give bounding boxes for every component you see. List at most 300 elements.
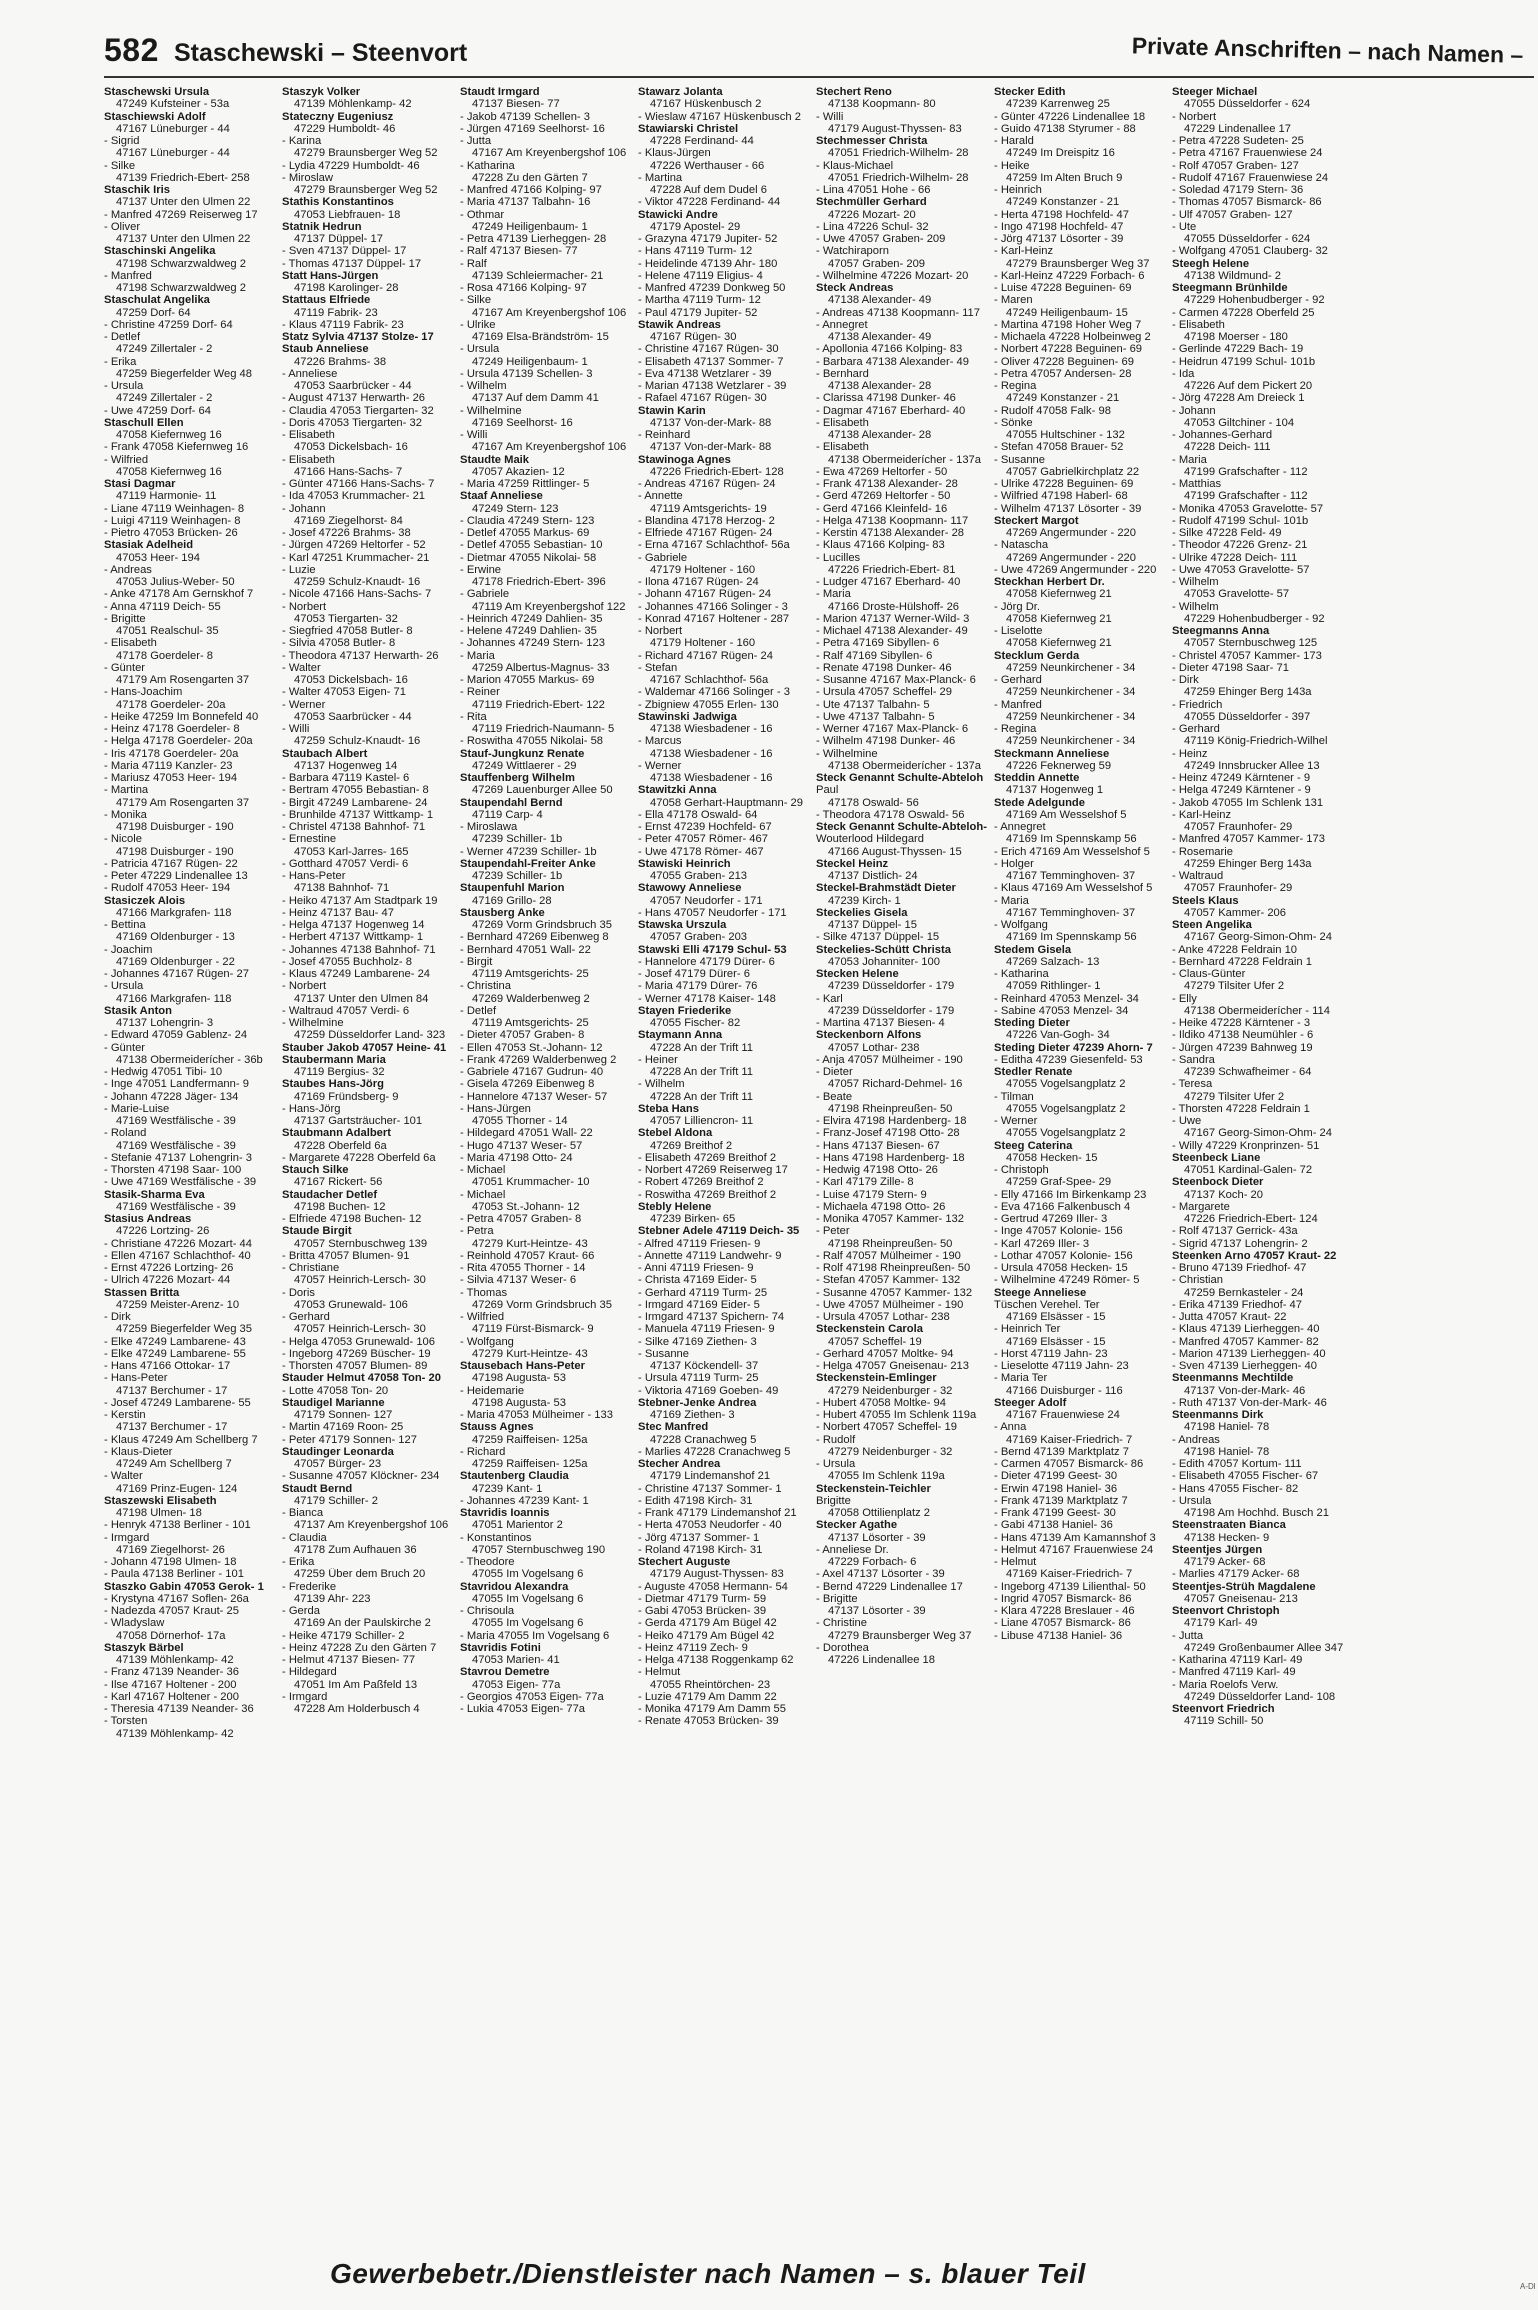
name-entry: - Inge 47051 Landfermann- 9 [104, 1078, 249, 1091]
name-entry: - Theodora 47137 Herwarth- 26 [282, 649, 439, 662]
surname-entry: Steenstraaten Bianca [1172, 1519, 1286, 1532]
name-entry: - Rudolf 47199 Schul- 101b [1172, 514, 1309, 527]
name-entry: - Martina [638, 171, 683, 184]
address-line: 47166 Droste-Hülshoff- 26 [828, 600, 960, 613]
address-line: 47051 Kardinal-Galen- 72 [1184, 1164, 1313, 1176]
name-entry: - Frank 47179 Lindemanshof 21 [638, 1507, 797, 1519]
name-entry: - Rudolf [816, 1433, 856, 1446]
surname-entry: Stawiarski Christel [638, 122, 739, 135]
name-entry: - Michaela 47198 Otto- 26 [816, 1200, 946, 1213]
address-line: 47055 Im Schlenk 119a [828, 1470, 945, 1483]
address-line: 47169 Prinz-Eugen- 124 [116, 1482, 238, 1495]
name-entry: - Bernd 47139 Marktplatz 7 [994, 1445, 1129, 1458]
address-line: 47138 Alexander- 49 [828, 331, 932, 343]
name-entry: - Dieter [816, 1066, 853, 1078]
name-entry: - Hans-Peter [104, 1372, 168, 1385]
address-line: 47279 Braunsberger Weg 37 [828, 1629, 972, 1642]
address-line: 47198 Ulmen- 18 [116, 1507, 202, 1519]
address-line: 47166 Markgrafen- 118 [116, 992, 232, 1005]
name-entry: - Josef 47055 Buchholz- 8 [282, 955, 412, 968]
name-entry: - Clarissa 47198 Dunker- 46 [816, 392, 956, 405]
name-entry: - Jutta [1172, 1629, 1204, 1642]
surname-entry: Stede Adelgunde [994, 796, 1085, 809]
name-entry: - Norbert [638, 625, 683, 637]
listing-column [638, 86, 812, 2221]
address-line: 47169 Fründsberg- 9 [294, 1090, 399, 1103]
name-entry: - Mariusz 47053 Heer- 194 [104, 772, 238, 784]
name-entry: - Karl-Heinz 47229 Forbach- 6 [994, 269, 1145, 282]
surname-entry: Staubes Hans-Jörg [282, 1078, 384, 1091]
surname-entry: Stawik Andreas [638, 318, 721, 331]
address-line: 47249 Zillertaler - 2 [116, 343, 213, 356]
name-entry: - Detlef 47055 Markus- 69 [460, 527, 590, 539]
address-line: 47228 Deich- 111 [1184, 441, 1271, 454]
name-entry: - Roswitha 47269 Breithof 2 [638, 1188, 777, 1201]
surname-entry: Staszyk Volker [282, 86, 361, 98]
name-entry: - Kerstin 47138 Alexander- 28 [816, 527, 965, 539]
name-entry: - Jakob 47139 Schellen- 3 [460, 110, 590, 123]
address-line: 47226 Feknerweg 59 [1006, 759, 1112, 772]
name-entry: - Johann 47167 Rügen- 24 [638, 588, 772, 601]
surname-entry: Steenbeck Liane [1172, 1151, 1261, 1164]
address-line: 47226 Werthauser - 66 [650, 159, 765, 172]
name-entry: - Manfred 47057 Kammer- 173 [1172, 833, 1325, 846]
surname-entry: Stawitzki Anna [638, 784, 717, 797]
surname-entry: Stavrou Demetre [460, 1666, 550, 1679]
name-entry: - Uwe 47053 Gravelotte- 57 [1172, 563, 1310, 576]
address-line: 47229 Hohenbudberger - 92 [1184, 294, 1325, 307]
name-entry: - Brigitte [816, 1592, 858, 1605]
address-line: 47169 Westfälische - 39 [116, 1115, 236, 1127]
address-line: 47138 Wildmund- 2 [1184, 269, 1282, 282]
name-entry: - Dieter 47198 Saar- 71 [1172, 661, 1289, 674]
name-entry: - Hans 47198 Hardenberg- 18 [816, 1151, 965, 1164]
surname-entry: Stautenberg Claudia [460, 1470, 569, 1483]
name-entry: - Regina [994, 723, 1037, 735]
name-entry: - Ulrike [460, 318, 496, 331]
surname-entry: Steckenstein Carola [816, 1323, 923, 1336]
name-entry: - Herta 47198 Hochfeld- 47 [994, 208, 1129, 221]
name-entry: - Monika 47179 Am Damm 55 [638, 1703, 786, 1715]
address-line: 47239 Schiller- 1b [472, 833, 563, 846]
address-line: 47198 Duisburger - 190 [116, 821, 234, 833]
name-entry: - Theodora 47178 Oswald- 56 [816, 808, 965, 821]
name-entry: - Bernhard [816, 367, 869, 380]
name-entry: - Christine 47167 Rügen- 30 [638, 343, 779, 356]
name-entry: - Ingrid 47057 Bismarck- 86 [994, 1592, 1132, 1605]
address-line: 47119 Fürst-Bismarck- 9 [472, 1323, 594, 1336]
address-line: 47169 Ziegelhorst- 84 [294, 514, 403, 527]
address-line: 47226 Brahms- 38 [294, 355, 387, 368]
name-entry: - Günter 47166 Hans-Sachs- 7 [282, 478, 435, 490]
address-line: 47137 Hogenweg 14 [294, 759, 398, 772]
name-entry: - Ulf 47057 Graben- 127 [1172, 208, 1293, 221]
name-entry: - Werner 47178 Kaiser- 148 [638, 992, 776, 1005]
surname-entry: Staudt Bernd [282, 1482, 353, 1495]
surname-entry: Stebly Helene [638, 1200, 712, 1213]
address-line: 47249 Heiligenbaum- 1 [472, 220, 588, 233]
name-entry: - Helmut [638, 1666, 681, 1679]
address-line: 47057 Akazien- 12 [472, 465, 565, 478]
name-entry: - Christa 47169 Eider- 5 [638, 1274, 757, 1287]
address-line: 47198 Rheinpreußen- 50 [828, 1102, 953, 1115]
name-entry: - Katharina [460, 159, 515, 172]
name-entry: - Karl 47251 Krummacher- 21 [282, 551, 430, 564]
surname-entry: Stauch Silke [282, 1164, 349, 1176]
name-entry: - Rudolf 47167 Frauenwiese 24 [1172, 171, 1329, 184]
name-entry: - Silke 47169 Ziethen- 3 [638, 1335, 757, 1348]
name-entry: - Helga 47249 Kärntener - 9 [1172, 784, 1311, 797]
surname-entry: Stattaus Elfriede [282, 294, 371, 307]
address-line: 47259 Schulz-Knaudt- 16 [294, 576, 421, 588]
name-entry: - Wilhelm [1172, 576, 1219, 588]
name-entry: - Christina [460, 980, 511, 993]
surname-entry: Steck Genannt Schulte-Abteloh [816, 772, 984, 784]
address-line: 47229 Forbach- 6 [828, 1556, 917, 1568]
address-line: 47179 Apostel- 29 [650, 220, 741, 233]
surname-entry: Stechmesser Christa [816, 135, 928, 147]
surname-entry: Steenken Arno 47057 Kraut- 22 [1172, 1249, 1337, 1262]
address-line: 47137 Unter den Ulmen 84 [294, 992, 429, 1005]
address-line: 47055 Im Vogelsang 6 [472, 1617, 584, 1630]
surname-entry: Steegmanns Anna [1172, 625, 1270, 637]
surname-entry: Steck Genannt Schulte-Abteloh- [816, 821, 987, 833]
name-entry: - Bettina [104, 919, 146, 931]
address-line: 47119 Amtsgerichts- 25 [472, 968, 589, 980]
name-entry: - Helmut 47137 Biesen- 77 [282, 1654, 416, 1666]
name-entry: - Erna 47167 Schlachthof- 56a [638, 539, 790, 552]
name-entry: - Martin 47169 Roon- 25 [282, 1421, 404, 1434]
name-entry: - Holger [994, 857, 1034, 870]
name-entry: - Josef 47249 Lambarene- 55 [104, 1396, 251, 1409]
name-entry: - Anna [994, 1421, 1027, 1434]
name-entry: - Apollonia 47166 Kolping- 83 [816, 343, 963, 356]
surname-entry: Stawska Urszula [638, 919, 727, 931]
name-entry: - Stefan 47058 Brauer- 52 [994, 441, 1124, 454]
address-line: 47139 Friedrich-Ebert- 258 [116, 171, 250, 184]
name-entry: - Nicole 47166 Hans-Sachs- 7 [282, 588, 432, 601]
surname-entry: Stawicki Andre [638, 208, 718, 221]
name-entry: - Manfred 47239 Donkweg 50 [638, 282, 786, 294]
name-entry: - Marian 47138 Wetzlarer - 39 [638, 380, 787, 392]
name-entry: - Dagmar 47167 Eberhard- 40 [816, 404, 966, 417]
address-line: 47053 Grunewald- 106 [294, 1298, 408, 1311]
name-entry: Brigitte [816, 1494, 851, 1507]
address-line: 47137 Düppel- 15 [828, 919, 917, 931]
surname-entry: Staudigel Marianne [282, 1396, 385, 1409]
address-line: 47259 Neunkirchener - 34 [1006, 735, 1136, 748]
name-entry: - Erich 47169 Am Wesselshof 5 [994, 845, 1150, 858]
address-line: 47179 Am Rosengarten 37 [116, 796, 250, 809]
name-entry: - Susanne [638, 1347, 689, 1360]
name-entry: - Maria 47137 Talbahn- 16 [460, 196, 591, 209]
surname-entry: Steckenstein-Emlinger [816, 1372, 937, 1385]
address-line: 47051 Friedrich-Wilhelm- 28 [828, 147, 969, 160]
address-line: 47058 Hecken- 15 [1006, 1151, 1098, 1164]
name-entry: - Frank 47138 Alexander- 28 [816, 478, 958, 490]
name-entry: - Renate 47053 Brücken- 39 [638, 1715, 779, 1728]
address-line: 47053 Heer- 194 [116, 551, 200, 564]
name-entry: - Christel 47057 Kammer- 173 [1172, 649, 1322, 662]
name-entry: - Heike 47259 Im Bonnefeld 40 [104, 710, 259, 723]
name-entry: - Claudia 47053 Tiergarten- 32 [282, 404, 434, 417]
name-entry: - Wladyslaw [104, 1617, 165, 1630]
name-entry: - Margarete [1172, 1200, 1230, 1213]
address-line: 47179 August-Thyssen- 83 [828, 122, 962, 135]
address-line: 47138 Alexander- 28 [828, 429, 932, 441]
address-line: 47167 Schlachthof- 56a [650, 674, 769, 686]
name-entry: - Theodor 47226 Grenz- 21 [1172, 539, 1308, 552]
name-entry: - Detlef [104, 331, 141, 343]
address-line: 47051 Realschul- 35 [116, 625, 219, 637]
surname-entry: Staupendahl-Freiter Anke [460, 857, 596, 870]
name-entry: - Norbert [282, 600, 327, 613]
address-line: 47058 Gerhart-Hauptmann- 29 [650, 796, 803, 809]
surname-entry: Stecher Andrea [638, 1458, 721, 1470]
surname-entry: Stebner Adele 47119 Deich- 35 [638, 1225, 800, 1238]
address-line: 47279 Neidenburger - 32 [828, 1384, 953, 1397]
name-entry: - Ellen 47053 St.-Johann- 12 [460, 1041, 603, 1054]
name-entry: - Michael 47138 Alexander- 49 [816, 625, 968, 637]
surname-entry: Stechert Auguste [638, 1556, 731, 1568]
address-line: 47259 Biegerfelder Weg 35 [116, 1323, 253, 1336]
name-entry: - Waldemar 47166 Solinger - 3 [638, 686, 790, 699]
footer-note: Gewerbebetr./Dienstleister nach Namen – s. blauer Teil [330, 2258, 1086, 2289]
address-line: 47259 Raiffeisen- 125a [472, 1458, 588, 1470]
name-entry: - Ursula [816, 1458, 856, 1470]
name-entry: - Christiane 47226 Mozart- 44 [104, 1237, 252, 1250]
name-entry: - Edith 47057 Kortum- 111 [1172, 1458, 1302, 1470]
name-entry: - Ursula 47058 Hecken- 15 [994, 1262, 1128, 1274]
name-entry: - Dietmar 47179 Turm- 59 [638, 1592, 767, 1605]
address-line: 47055 Thorner - 14 [472, 1115, 568, 1127]
address-line: 47169 Ziegelhorst- 26 [116, 1543, 225, 1556]
address-line: 47057 Gabrielkirchplatz 22 [1006, 465, 1140, 478]
name-entry: - Rita [460, 710, 487, 723]
address-line: 47279 Neidenburger - 32 [828, 1445, 953, 1458]
name-entry: - Britta 47057 Blumen- 91 [282, 1249, 410, 1262]
address-line: 47137 Berchumer - 17 [116, 1421, 228, 1434]
name-entry: - Ellen 47167 Schlachthof- 40 [104, 1249, 251, 1262]
name-entry: - Elisabeth [104, 637, 157, 650]
address-line: 47178 Oswald- 56 [828, 796, 919, 809]
address-line: 47138 Wiesbadener - 16 [650, 747, 773, 760]
name-entry: - Werner [994, 1115, 1038, 1127]
address-line: 47169 Elsa-Brändström- 15 [472, 331, 609, 343]
surname-entry: Stecklum Gerda [994, 649, 1080, 662]
name-entry: - Annegret [816, 318, 868, 331]
name-entry: - August 47137 Herwarth- 26 [282, 392, 426, 405]
name-entry: - Matthias [1172, 478, 1222, 490]
address-line: 47259 Dorf- 64 [116, 306, 191, 319]
name-entry: - Elly 47166 Im Birkenkamp 23 [994, 1188, 1147, 1201]
name-entry: - Liane 47119 Weinhagen- 8 [104, 502, 245, 515]
address-line: 47138 Alexander- 28 [828, 380, 932, 392]
name-entry: - Dirk [104, 1311, 131, 1323]
name-entry: - Viktor 47228 Ferdinand- 44 [638, 196, 781, 209]
name-entry: - Theodore [460, 1556, 515, 1568]
address-line: 47198 Haniel- 78 [1184, 1445, 1270, 1458]
name-entry: - Johann [282, 502, 326, 515]
surname-entry: Stasiczek Alois [104, 894, 186, 907]
surname-entry: Staudacher Detlef [282, 1188, 378, 1201]
name-entry: - Johann [1172, 404, 1216, 417]
surname-entry: Stawarz Jolanta [638, 86, 723, 98]
address-line: 47279 Braunsberger Weg 52 [294, 184, 438, 196]
name-entry: - Marlies 47179 Acker- 68 [1172, 1568, 1300, 1581]
name-entry: - Franz-Josef 47198 Otto- 28 [816, 1127, 960, 1140]
address-line: 47167 Hüskenbusch 2 [650, 98, 762, 111]
name-entry: - Klara 47228 Breslauer - 46 [994, 1605, 1135, 1617]
address-line: 47053 Julius-Weber- 50 [116, 576, 235, 588]
name-entry: - Reinhard 47053 Menzel- 34 [994, 992, 1139, 1005]
address-line: 47058 Dörnerhof- 17a [116, 1629, 226, 1642]
address-line: 47269 Angermunder - 220 [1006, 551, 1136, 564]
name-entry: - Ernst 47239 Hochfeld- 67 [638, 821, 772, 833]
address-line: 47055 Hultschiner - 132 [1006, 429, 1125, 441]
surname-entry: Stausebach Hans-Peter [460, 1360, 585, 1372]
surname-entry: Steckelies-Schütt Christa [816, 943, 951, 956]
name-entry: - Thomas 47057 Bismarck- 86 [1172, 196, 1322, 209]
name-entry: - Waltraud [1172, 870, 1224, 882]
address-line: 47249 Innsbrucker Allee 13 [1184, 759, 1320, 772]
surname-entry: Staaf Anneliese [460, 490, 543, 503]
name-entry: - Elisabeth 47055 Fischer- 67 [1172, 1470, 1319, 1483]
surname-entry: Stedem Gisela [994, 943, 1072, 956]
name-entry: - Ida [1172, 367, 1195, 380]
address-line: 47137 Von-der-Mark- 88 [650, 441, 772, 454]
address-line: 47166 Hans-Sachs- 7 [294, 465, 403, 478]
address-line: 47119 Carp- 4 [472, 808, 543, 821]
address-line: 47179 Holtener - 160 [650, 563, 756, 576]
address-line: 47167 Lüneburger - 44 [116, 122, 230, 135]
name-entry: - Wilhelmine [460, 404, 522, 417]
address-line: 47058 Kiefernweg 16 [116, 465, 222, 478]
name-entry: - Monika 47053 Gravelotte- 57 [1172, 502, 1324, 515]
page-header [104, 30, 1524, 70]
surname-entry: Stasik Anton [104, 1004, 172, 1017]
name-entry: - Ursula [460, 343, 500, 356]
address-line: 47228 Ferdinand- 44 [650, 135, 754, 147]
address-line: 47279 Tilsiter Ufer 2 [1184, 980, 1285, 993]
name-entry: - Helene 47119 Eligius- 4 [638, 269, 763, 282]
name-entry: - Petra [460, 1225, 494, 1238]
address-line: 47051 Friedrich-Wilhelm- 28 [828, 171, 969, 184]
name-entry: - Editha 47239 Giesenfeld- 53 [994, 1053, 1143, 1066]
address-line: 47053 Giltchiner - 104 [1184, 416, 1295, 429]
address-line: 47226 Mozart- 20 [828, 208, 916, 221]
surname-entry: Staschinski Angelika [104, 245, 216, 258]
address-line: 47053 Marien- 41 [472, 1654, 560, 1666]
address-line: 47169 Kaiser-Friedrich- 7 [1006, 1433, 1133, 1446]
name-entry: - Libuse 47138 Haniel- 36 [994, 1629, 1123, 1642]
name-entry: - Gisela 47269 Eibenweg 8 [460, 1078, 595, 1091]
name-entry: - Susanne 47057 Kammer- 132 [816, 1286, 973, 1299]
name-entry: - Thomas 47137 Düppel- 17 [282, 257, 422, 270]
name-entry: - Frank 47199 Geest- 30 [994, 1507, 1116, 1519]
listing-column [104, 86, 278, 2221]
name-entry: - Johannes 47239 Kant- 1 [460, 1494, 589, 1507]
address-line: 47259 Graf-Spee- 29 [1006, 1176, 1112, 1189]
name-entry: - Iris 47178 Goerdeler- 20a [104, 747, 239, 760]
address-line: 47229 Lindenallee 17 [1184, 122, 1292, 135]
name-entry: - Peter 47179 Sonnen- 127 [282, 1433, 417, 1446]
name-entry: - Werner [282, 698, 326, 711]
address-line: 47239 Karrenweg 25 [1006, 98, 1110, 111]
name-entry: - Thorsten 47228 Feldrain 1 [1172, 1102, 1310, 1115]
name-entry: - Paul 47179 Jupiter- 52 [638, 306, 758, 319]
name-entry: - Roswitha 47055 Nikolai- 58 [460, 735, 604, 748]
name-entry: - Uwe 47269 Angermunder - 220 [994, 563, 1157, 576]
surname-entry: Stechert Reno [816, 86, 892, 98]
name-entry: - Uwe 47137 Talbahn- 5 [816, 710, 935, 723]
name-entry: - Krystyna 47167 Soflen- 26a [104, 1592, 249, 1605]
name-entry: - Gabriele [460, 588, 510, 601]
name-entry: - Luise 47179 Stern- 9 [816, 1188, 927, 1201]
address-line: 47057 Heinrich-Lersch- 30 [294, 1274, 426, 1287]
name-entry: - Gabriele 47167 Gudrun- 40 [460, 1066, 604, 1078]
name-entry: - Maria 47055 Im Vogelsang 6 [460, 1629, 610, 1642]
address-line: 47179 Karl- 49 [1184, 1617, 1258, 1630]
name-entry: - Hildegard 47051 Wall- 22 [460, 1127, 593, 1140]
name-entry: - Susanne [994, 453, 1045, 466]
name-entry: - Horst 47119 Jahn- 23 [994, 1347, 1108, 1360]
name-entry: - Jutta 47057 Kraut- 22 [1172, 1311, 1287, 1323]
name-entry: - Klaus-Michael [816, 159, 894, 172]
name-entry: - Bruno 47139 Friedhof- 47 [1172, 1262, 1307, 1274]
name-entry: - Frank 47058 Kiefernweg 16 [104, 441, 249, 454]
name-entry: - Christian [1172, 1274, 1223, 1287]
name-entry: - Heinz 47228 Zu den Gärten 7 [282, 1641, 437, 1654]
address-line: 47053 Gravelotte- 57 [1184, 588, 1290, 601]
name-entry: - Helmut 47167 Frauenwiese 24 [994, 1543, 1154, 1556]
name-entry: - Frederike [282, 1580, 337, 1593]
name-entry: - Werner [638, 759, 682, 772]
name-entry: - Gerda 47179 Am Bügel 42 [638, 1617, 777, 1630]
name-entry: - Karl 47167 Holtener - 200 [104, 1690, 239, 1703]
surname-entry: Statt Hans-Jürgen [282, 269, 379, 282]
corner-code: A-Dl [1520, 2282, 1536, 2291]
address-line: 47053 Liebfrauen- 18 [294, 208, 401, 221]
name-entry: - Annette [638, 490, 683, 503]
name-entry: - Othmar [460, 208, 505, 221]
name-entry: - Silke 47228 Feld- 49 [1172, 527, 1282, 539]
name-entry: - Uwe 47169 Westfälische - 39 [104, 1176, 257, 1189]
name-entry: - Heinrich Ter [994, 1323, 1061, 1336]
address-line: 47137 Unter den Ulmen 22 [116, 196, 251, 209]
name-entry: - Uwe 47057 Graben- 209 [816, 233, 946, 245]
name-entry: - Reinhard [638, 429, 691, 441]
name-entry: - Johannes 47249 Stern- 123 [460, 637, 605, 650]
name-entry: - Ilse 47167 Holtener - 200 [104, 1678, 237, 1691]
name-entry: - Michaela 47228 Holbeinweg 2 [994, 331, 1151, 343]
name-entry: - Silvia 47058 Butler- 8 [282, 637, 396, 650]
name-entry: - Thorsten 47057 Blumen- 89 [282, 1360, 428, 1372]
surname-entry: Stawowy Anneliese [638, 882, 742, 895]
address-line: 47259 Bernkasteler - 24 [1184, 1286, 1304, 1299]
address-line: 47259 Ehinger Berg 143a [1184, 686, 1312, 699]
address-line: 47057 Lothar- 238 [828, 1041, 920, 1054]
address-line: 47137 Koch- 20 [1184, 1188, 1263, 1201]
name-entry: - Ingo 47198 Hochfeld- 47 [994, 220, 1124, 233]
name-entry: - Gabriele [638, 551, 688, 564]
name-entry: - Klaus 47169 Am Wesselshof 5 [994, 882, 1153, 895]
name-entry: - Günter 47226 Lindenallee 18 [994, 110, 1146, 123]
name-entry: - Christoph [994, 1164, 1049, 1176]
address-line: 47137 Lösorter - 39 [828, 1531, 926, 1544]
address-line: 47226 Van-Gogh- 34 [1006, 1029, 1110, 1042]
surname-entry: Staubermann Maria [282, 1053, 386, 1066]
